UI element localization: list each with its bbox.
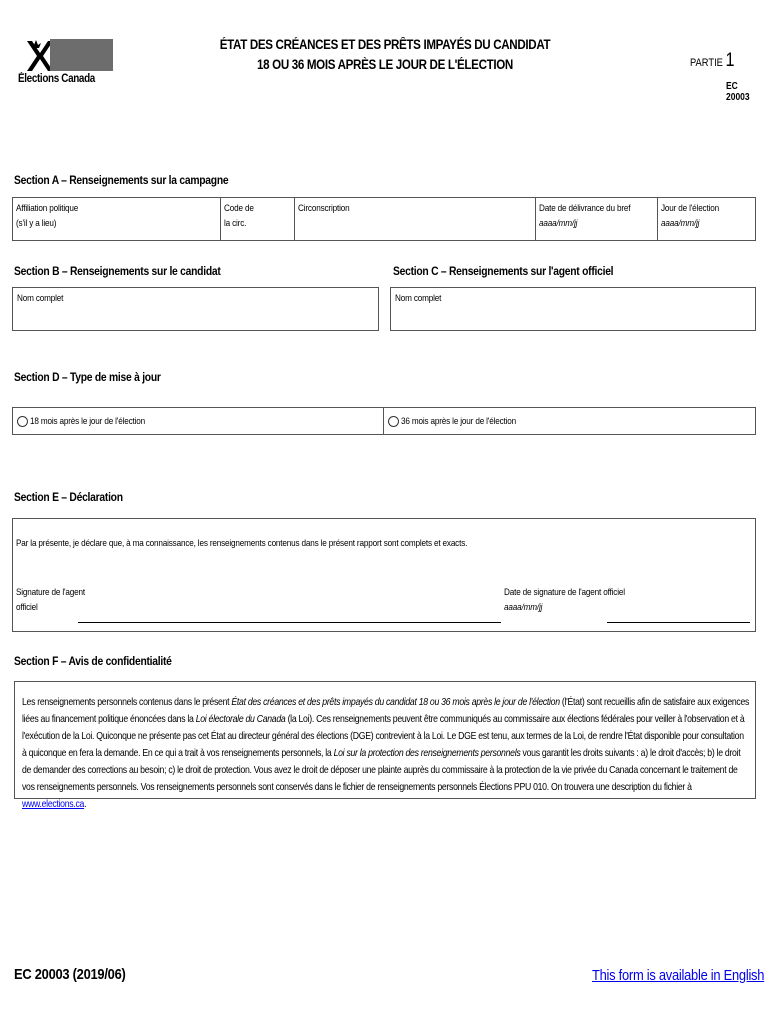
- privacy-notice-text: [22, 694, 750, 813]
- privacy-notice-box: [14, 681, 756, 810]
- partie-label: [690, 50, 735, 72]
- option-18-label: 18 mois après le jour de l'élection: [30, 416, 145, 427]
- form-code: EC 20003: [726, 81, 750, 103]
- affiliation-field[interactable]: [13, 198, 221, 240]
- partie-text: PARTIE: [690, 57, 723, 69]
- option-18-cell[interactable]: [13, 408, 384, 434]
- radio-18-months[interactable]: [17, 416, 28, 427]
- bref-date-field[interactable]: [536, 198, 658, 240]
- declaration-statement: Par la présente, je déclare que, à ma connaissance, les renseignements contenus dans le présent rapport sont complets et exacts.: [16, 538, 468, 549]
- form-title-line1: ÉTAT DES CRÉANCES ET DES PRÊTS IMPAYÉS DU CANDIDAT: [219, 37, 551, 52]
- logo-text: Élections Canada: [18, 73, 95, 85]
- agent-name-label: Nom complet: [395, 293, 442, 304]
- elections-ca-link[interactable]: www.elections.ca: [22, 799, 85, 810]
- candidate-name-label: Nom complet: [17, 293, 64, 304]
- section-e-title: Section E – Déclaration: [14, 490, 123, 504]
- candidate-name-field[interactable]: [12, 287, 379, 331]
- declaration-box: [12, 518, 756, 632]
- signature-date-line[interactable]: [607, 622, 750, 623]
- option-36-cell[interactable]: [384, 408, 755, 434]
- section-d-title: Section D – Type de mise à jour: [14, 370, 161, 384]
- affiliation-label-2: (s'il y a lieu): [16, 218, 57, 229]
- section-a-title: Section A – Renseignements sur la campagne: [14, 173, 229, 187]
- update-type-box: [12, 407, 756, 435]
- bref-date-format: aaaa/mm/jj: [539, 218, 578, 229]
- bref-date-label: Date de délivrance du bref: [539, 203, 631, 214]
- radio-36-months[interactable]: [388, 416, 399, 427]
- election-date-label: Jour de l'élection: [661, 203, 719, 214]
- logo-grey-block: [50, 39, 113, 71]
- signature-date-format: aaaa/mm/jj: [504, 602, 543, 613]
- affiliation-label-1: Affiliation politique: [16, 203, 79, 214]
- privacy-text-end: .: [84, 799, 87, 810]
- code-circ-label-2: la circ.: [224, 218, 247, 229]
- privacy-text-form-title: État des créances et des prêts impayés du candidat 18 ou 36 mois après le jour de l'élection: [231, 697, 560, 708]
- privacy-text-act-title: Loi électorale du Canada: [195, 714, 286, 725]
- privacy-text-7: vous garantit les droits suivants : a) le droit d'accès; b) le droit de demander des corrections au besoin; c) le droit de protection. Vous avez le droit de déposer une plainte auprès du commissaire à la protection de la vie privée du Canada concernant le traitement de vos renseignements personnels. Vos renseignements personnels sont conservés dans le fichier de renseignements personnels Élections PPU 010. On trouvera une description du fichier à: [22, 748, 741, 793]
- section-b-title: Section B – Renseignements sur le candidat: [14, 264, 221, 278]
- section-c-title: Section C – Renseignements sur l'agent officiel: [393, 264, 614, 278]
- circonscription-field[interactable]: [295, 198, 536, 240]
- section-a-table: [12, 197, 756, 241]
- circonscription-label: Circonscription: [298, 203, 350, 214]
- code-circ-field[interactable]: [221, 198, 295, 240]
- signature-line[interactable]: [78, 622, 501, 623]
- signature-label-2: officiel: [16, 602, 38, 613]
- section-f-title: Section F – Avis de confidentialité: [14, 654, 172, 668]
- privacy-text-1: Les renseignements personnels contenus dans le présent: [22, 697, 232, 708]
- privacy-text-privacy-act: Loi sur la protection des renseignements personnels: [333, 748, 521, 759]
- partie-number: 1: [725, 50, 735, 71]
- elections-canada-logo: [18, 37, 95, 85]
- form-title-line2: 18 OU 36 MOIS APRÈS LE JOUR DE L'ÉLECTION: [257, 57, 513, 72]
- election-date-field[interactable]: [658, 198, 755, 240]
- signature-label-1: Signature de l'agent: [16, 587, 85, 598]
- privacy-text-3: (l'État) sont recueillis afin de satisfaire aux exigences liées au financement politique énoncées dans la: [22, 697, 750, 725]
- code-circ-label-1: Code de: [224, 203, 254, 214]
- election-date-format: aaaa/mm/jj: [661, 218, 700, 229]
- footer-form-code: EC 20003 (2019/06): [14, 966, 126, 983]
- option-36-label: 36 mois après le jour de l'élection: [401, 416, 516, 427]
- agent-name-field[interactable]: [390, 287, 756, 331]
- english-version-link[interactable]: This form is available in English: [592, 967, 765, 984]
- signature-date-label: Date de signature de l'agent officiel: [504, 587, 625, 598]
- privacy-text-5: (la Loi). Ces renseignements peuvent être communiqués au commissaire aux élections fédérales pour veiller à l'observation et à l'exécution de la Loi. Quiconque ne présente pas cet État au directeur général des élections (DGE) contrevient à la Loi. Le DGE est tenu, aux termes de la Loi, de rendre l'État disponible pour consultation à quiconque en fera la demande. En ce qui a trait à vos renseignements personnels, la: [22, 714, 745, 759]
